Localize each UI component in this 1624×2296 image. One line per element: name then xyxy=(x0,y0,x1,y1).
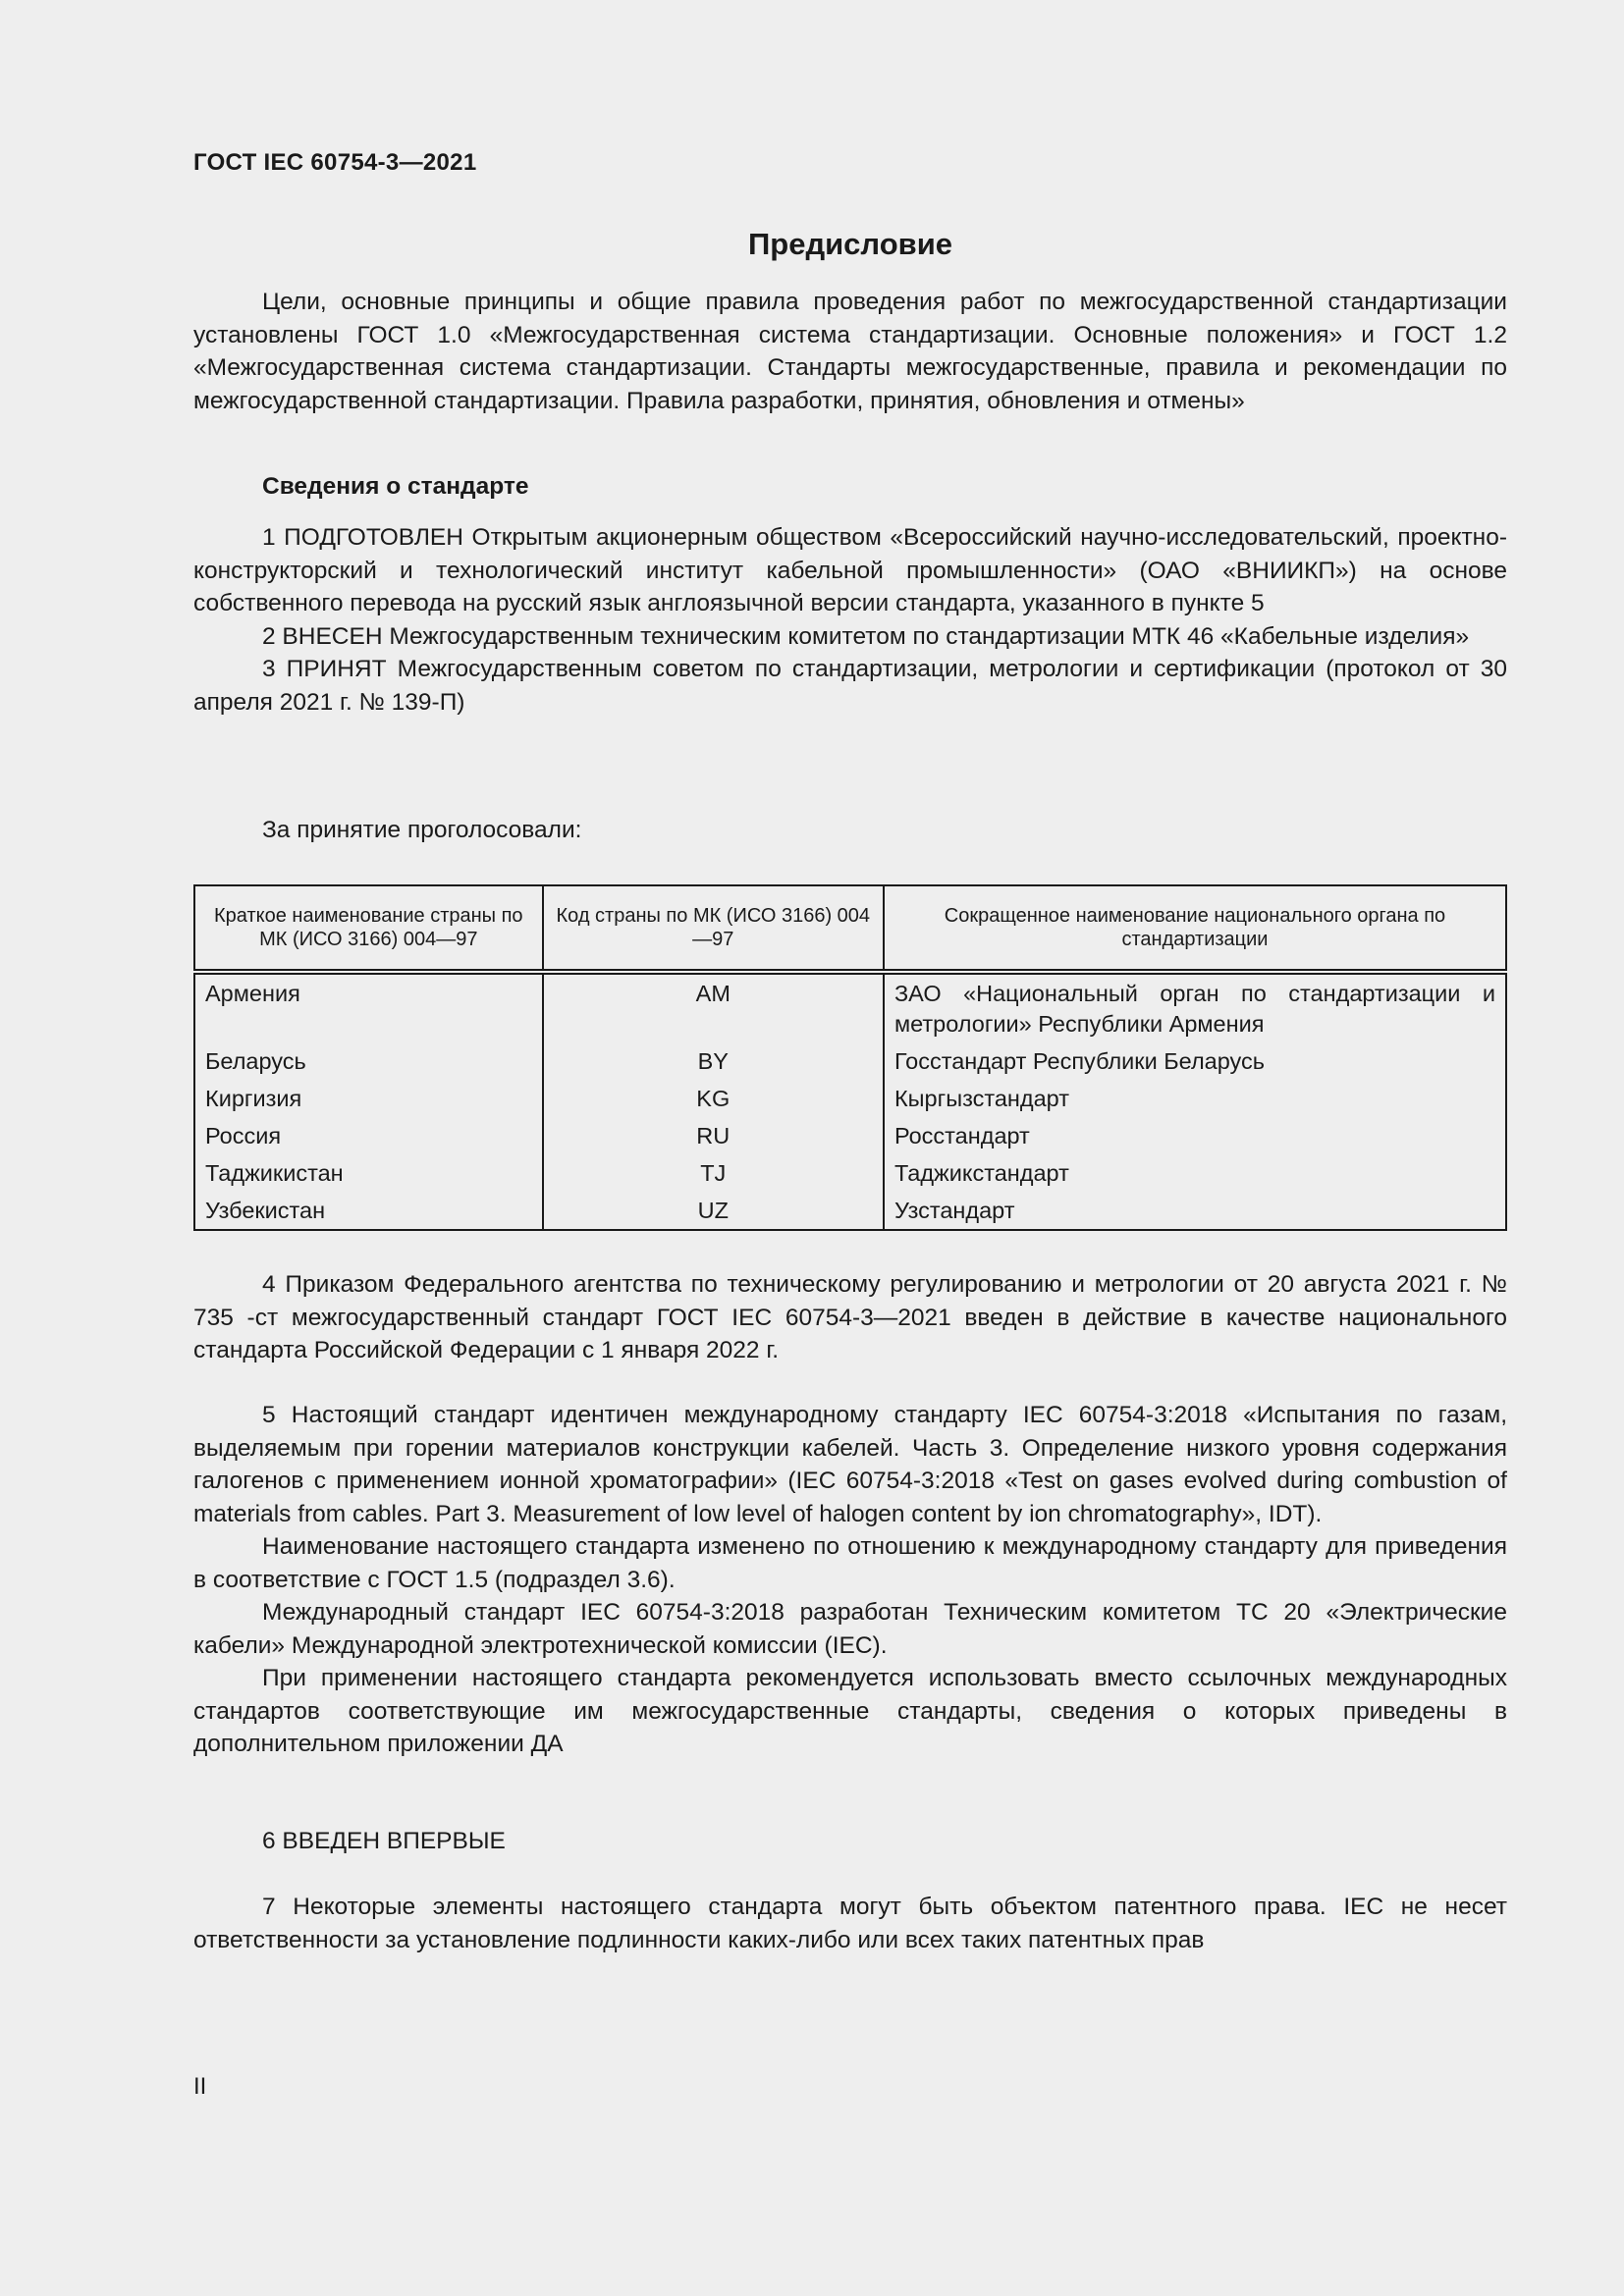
table-row xyxy=(194,1154,1506,1192)
cell-country: Узбекистан xyxy=(194,1192,543,1230)
header-code: Код страны по МК (ИСО 3166) 004—97 xyxy=(543,885,884,972)
cell-country: Россия xyxy=(194,1117,543,1154)
document-page xyxy=(193,0,1507,2296)
document-header: ГОСТ IEC 60754-3—2021 xyxy=(193,149,477,176)
cell-organization: Кыргызстандарт xyxy=(893,1086,1069,1111)
paragraph-5-references: При применении настоящего стандарта рекомендуется использовать вместо ссылочных международных стандартов соответствующие им межгосударственные стандарты, сведения о которых приведены в дополнительном приложении ДА xyxy=(193,1665,1507,1757)
table-row xyxy=(194,972,1506,1042)
header-country: Краткое наименование страны по МК (ИСО 3166) 004—97 xyxy=(194,885,543,972)
cell-code: UZ xyxy=(543,1192,884,1230)
table-row xyxy=(194,1192,1506,1230)
header-organization: Сокращенное наименование национального органа по стандартизации xyxy=(884,885,1506,972)
cell-country: Таджикистан xyxy=(194,1154,543,1192)
voting-table xyxy=(193,884,1507,1231)
cell-organization: ЗАО «Национальный орган по стандартизации и метрологии» Республики Армения xyxy=(893,981,1495,1037)
table-row xyxy=(194,1042,1506,1080)
paragraph-4: 4 Приказом Федерального агентства по техническому регулированию и метрологии от 20 августа 2021 г. № 735 -ст межгосударственный стандарт ГОСТ IEC 60754-3—2021 введен в действие в качестве национального стандарта Российской Федерации с 1 января 2022 г. xyxy=(193,1271,1507,1363)
cell-country: Киргизия xyxy=(194,1080,543,1117)
cell-country: Беларусь xyxy=(194,1042,543,1080)
section-subheading: Сведения о стандарте xyxy=(262,473,529,500)
paragraph-5-developer: Международный стандарт IEC 60754-3:2018 разработан Техническим комитетом TC 20 «Электрические кабели» Международной электротехнической комиссии (IEC). xyxy=(193,1599,1507,1659)
paragraph-7: 7 Некоторые элементы настоящего стандарта могут быть объектом патентного права. IEC не несет ответственности за установление подлинности каких-либо или всех таких патентных прав xyxy=(193,1894,1507,1953)
intro-paragraph: Цели, основные принципы и общие правила проведения работ по межгосударственной стандартизации установлены ГОСТ 1.0 «Межгосударственная система стандартизации. Основные положения» и ГОСТ 1.2 «Межгосударственная система стандартизации. Стандарты межгосударственные, правила и рекомендации по межгосударственной стандартизации. Правила разработки, принятия, обновления и отмены» xyxy=(193,289,1507,414)
table-row xyxy=(194,1080,1506,1117)
cell-country: Армения xyxy=(194,972,543,1042)
standard-info-block xyxy=(193,521,1507,719)
table-header-row xyxy=(194,885,1506,972)
page-title: Предисловие xyxy=(747,227,952,261)
cell-organization: Росстандарт xyxy=(893,1123,1030,1148)
paragraph-7-block xyxy=(193,1891,1507,1956)
cell-code: AM xyxy=(543,972,884,1042)
intro-block xyxy=(193,286,1507,417)
paragraph-5-rename: Наименование настоящего стандарта изменено по отношению к международному стандарту для приведения в соответствие с ГОСТ 1.5 (подраздел 3.6). xyxy=(193,1533,1507,1593)
cell-code: TJ xyxy=(543,1154,884,1192)
cell-code: RU xyxy=(543,1117,884,1154)
paragraph-5-block xyxy=(193,1399,1507,1761)
paragraph-6: 6 ВВЕДЕН ВПЕРВЫЕ xyxy=(262,1828,506,1854)
cell-organization: Таджикстандарт xyxy=(893,1160,1069,1186)
paragraph-2: 2 ВНЕСЕН Межгосударственным техническим комитетом по стандартизации МТК 46 «Кабельные изделия» xyxy=(262,622,1470,650)
paragraph-4-block xyxy=(193,1268,1507,1367)
paragraph-1: 1 ПОДГОТОВЛЕН Открытым акционерным обществом «Всероссийский научно-исследовательский, проектно-конструкторский и технологический институт кабельной промышленности» (ОАО «ВНИИКП») на основе собственного перевода на русский язык англоязычной версии стандарта, указанного в пункте 5 xyxy=(193,524,1507,616)
cell-code: BY xyxy=(543,1042,884,1080)
paragraph-5: 5 Настоящий стандарт идентичен международному стандарту IEC 60754-3:2018 «Испытания по газам, выделяемым при горении материалов конструкции кабелей. Часть 3. Определение низкого уровня содержания галогенов с применением ионной хроматографии» (IEC 60754-3:2018 «Test on gases evolved during combustion of materials from cables. Part 3. Measurement of low level of halogen content by ion chromatography», IDT). xyxy=(193,1402,1507,1527)
cell-organization: Узстандарт xyxy=(893,1198,1015,1223)
vote-label: За принятие проголосовали: xyxy=(262,817,582,843)
page-number: II xyxy=(193,2073,207,2100)
cell-organization: Госстандарт Республики Беларусь xyxy=(893,1048,1266,1074)
cell-code: KG xyxy=(543,1080,884,1117)
paragraph-6-block xyxy=(193,1825,1507,1858)
paragraph-3: 3 ПРИНЯТ Межгосударственным советом по стандартизации, метрологии и сертификации (протокол от 30 апреля 2021 г. № 139-П) xyxy=(193,656,1507,716)
table-row xyxy=(194,1117,1506,1154)
